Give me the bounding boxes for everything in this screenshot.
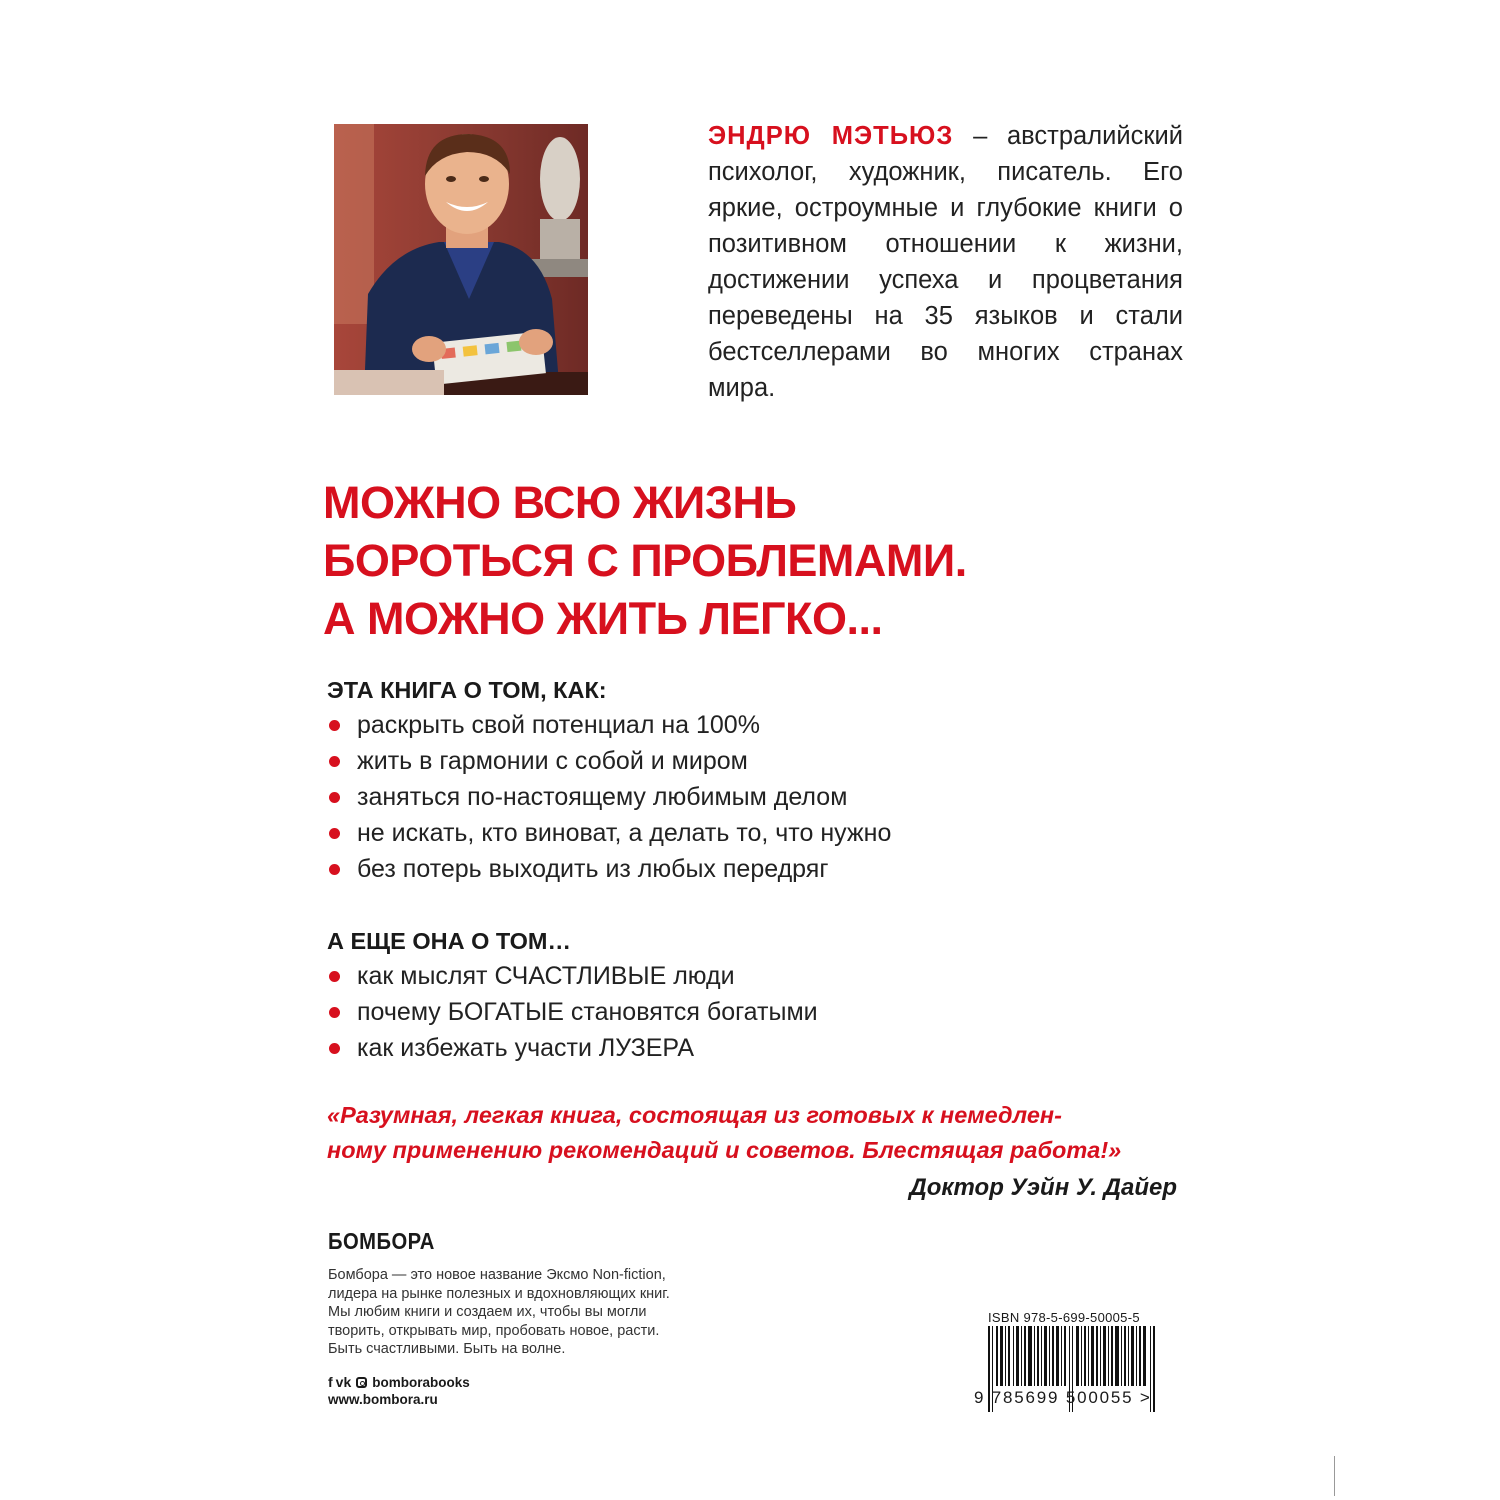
list-item: [327, 851, 891, 887]
isbn-label: ISBN 978-5-699-50005-5: [988, 1310, 1140, 1325]
list-item-text: раскрыть свой потенциал на 100%: [357, 711, 760, 739]
bullet-icon: [329, 756, 340, 767]
list-item-text: без потерь выходить из любых передряг: [357, 855, 829, 883]
bullet-icon: [329, 1007, 340, 1018]
list-item: [327, 743, 891, 779]
author-name: ЭНДРЮ МЭТЬЮЗ: [708, 122, 954, 150]
social-links: [328, 1373, 470, 1391]
website-link[interactable]: www.bombora.ru: [328, 1392, 438, 1407]
author-photo: [334, 124, 588, 395]
author-bio: [708, 118, 1183, 406]
bullet-icon: [329, 792, 340, 803]
facebook-icon[interactable]: f: [328, 1374, 333, 1390]
review-quote: [327, 1098, 1187, 1168]
list-item-text: как мыслят СЧАСТЛИВЫЕ люди: [357, 962, 735, 990]
publisher-description-line: Быть счастливыми. Быть на волне.: [328, 1341, 566, 1357]
list-item-text: почему БОГАТЫЕ становятся богатыми: [357, 998, 818, 1026]
headline: [323, 474, 1223, 648]
list-item-text: как избежать участи ЛУЗЕРА: [357, 1034, 695, 1062]
bullet-icon: [329, 720, 340, 731]
list-item: [327, 779, 891, 815]
instagram-icon[interactable]: [356, 1377, 367, 1388]
list-item: [327, 815, 891, 851]
list-item: [327, 707, 891, 743]
author-photo-image: [334, 124, 588, 395]
list-item-text: заняться по-настоящему любимым делом: [357, 783, 848, 811]
list-item-text: не искать, кто виноват, а делать то, что нужно: [357, 819, 892, 847]
bullet-icon: [329, 1043, 340, 1054]
publisher-description-line: Мы любим книги и создаем их, чтобы вы могли: [328, 1304, 647, 1320]
bullet-icon: [329, 828, 340, 839]
section1-list: [327, 707, 891, 887]
publisher-logo: БОМБОРА: [328, 1228, 435, 1254]
list-item: [327, 994, 818, 1030]
social-handle[interactable]: bomborabooks: [372, 1374, 470, 1390]
headline-line-1: МОЖНО ВСЮ ЖИЗНЬ: [323, 477, 797, 528]
list-item: [327, 1030, 818, 1066]
author-bio-text: – австралийский психолог, художник, писатель. Его яркие, остроумные и глубокие книги о позитивном отношении к жизни, достижении успеха и процветания переведены на 35 языков и стали бестселлерами во многих странах мира.: [708, 122, 1183, 402]
quote-line-1: «Разумная, легкая книга, состоящая из готовых к немедлен-: [327, 1102, 1062, 1128]
vk-icon[interactable]: vk: [335, 1374, 352, 1390]
publisher-description-line: Бомбора — это новое название Эксмо Non-fiction,: [328, 1267, 666, 1283]
list-item-text: жить в гармонии с собой и миром: [357, 747, 748, 775]
trim-mark: [1334, 1456, 1335, 1496]
publisher-description: [328, 1266, 728, 1359]
section1-title: ЭТА КНИГА О ТОМ, КАК:: [327, 677, 607, 703]
publisher-description-line: творить, открывать мир, пробовать новое, расти.: [328, 1322, 660, 1339]
quote-author: Доктор Уэйн У. Дайер: [909, 1174, 1177, 1201]
publisher-description-line: лидера на рынке полезных и вдохновляющих книг.: [328, 1285, 670, 1302]
bullet-icon: [329, 971, 340, 982]
bullet-icon: [329, 864, 340, 875]
section2-title: А ЕЩЕ ОНА О ТОМ…: [327, 928, 572, 954]
barcode-digits: 9 785699 500055 >: [974, 1388, 1152, 1407]
list-item: [327, 958, 818, 994]
quote-line-2: ному применению рекомендаций и советов. Блестящая работа!»: [327, 1137, 1122, 1163]
headline-line-2: БОРОТЬСЯ С ПРОБЛЕМАМИ.: [323, 535, 967, 586]
headline-line-3: А МОЖНО ЖИТЬ ЛЕГКО...: [323, 593, 883, 644]
section2-list: [327, 958, 818, 1066]
